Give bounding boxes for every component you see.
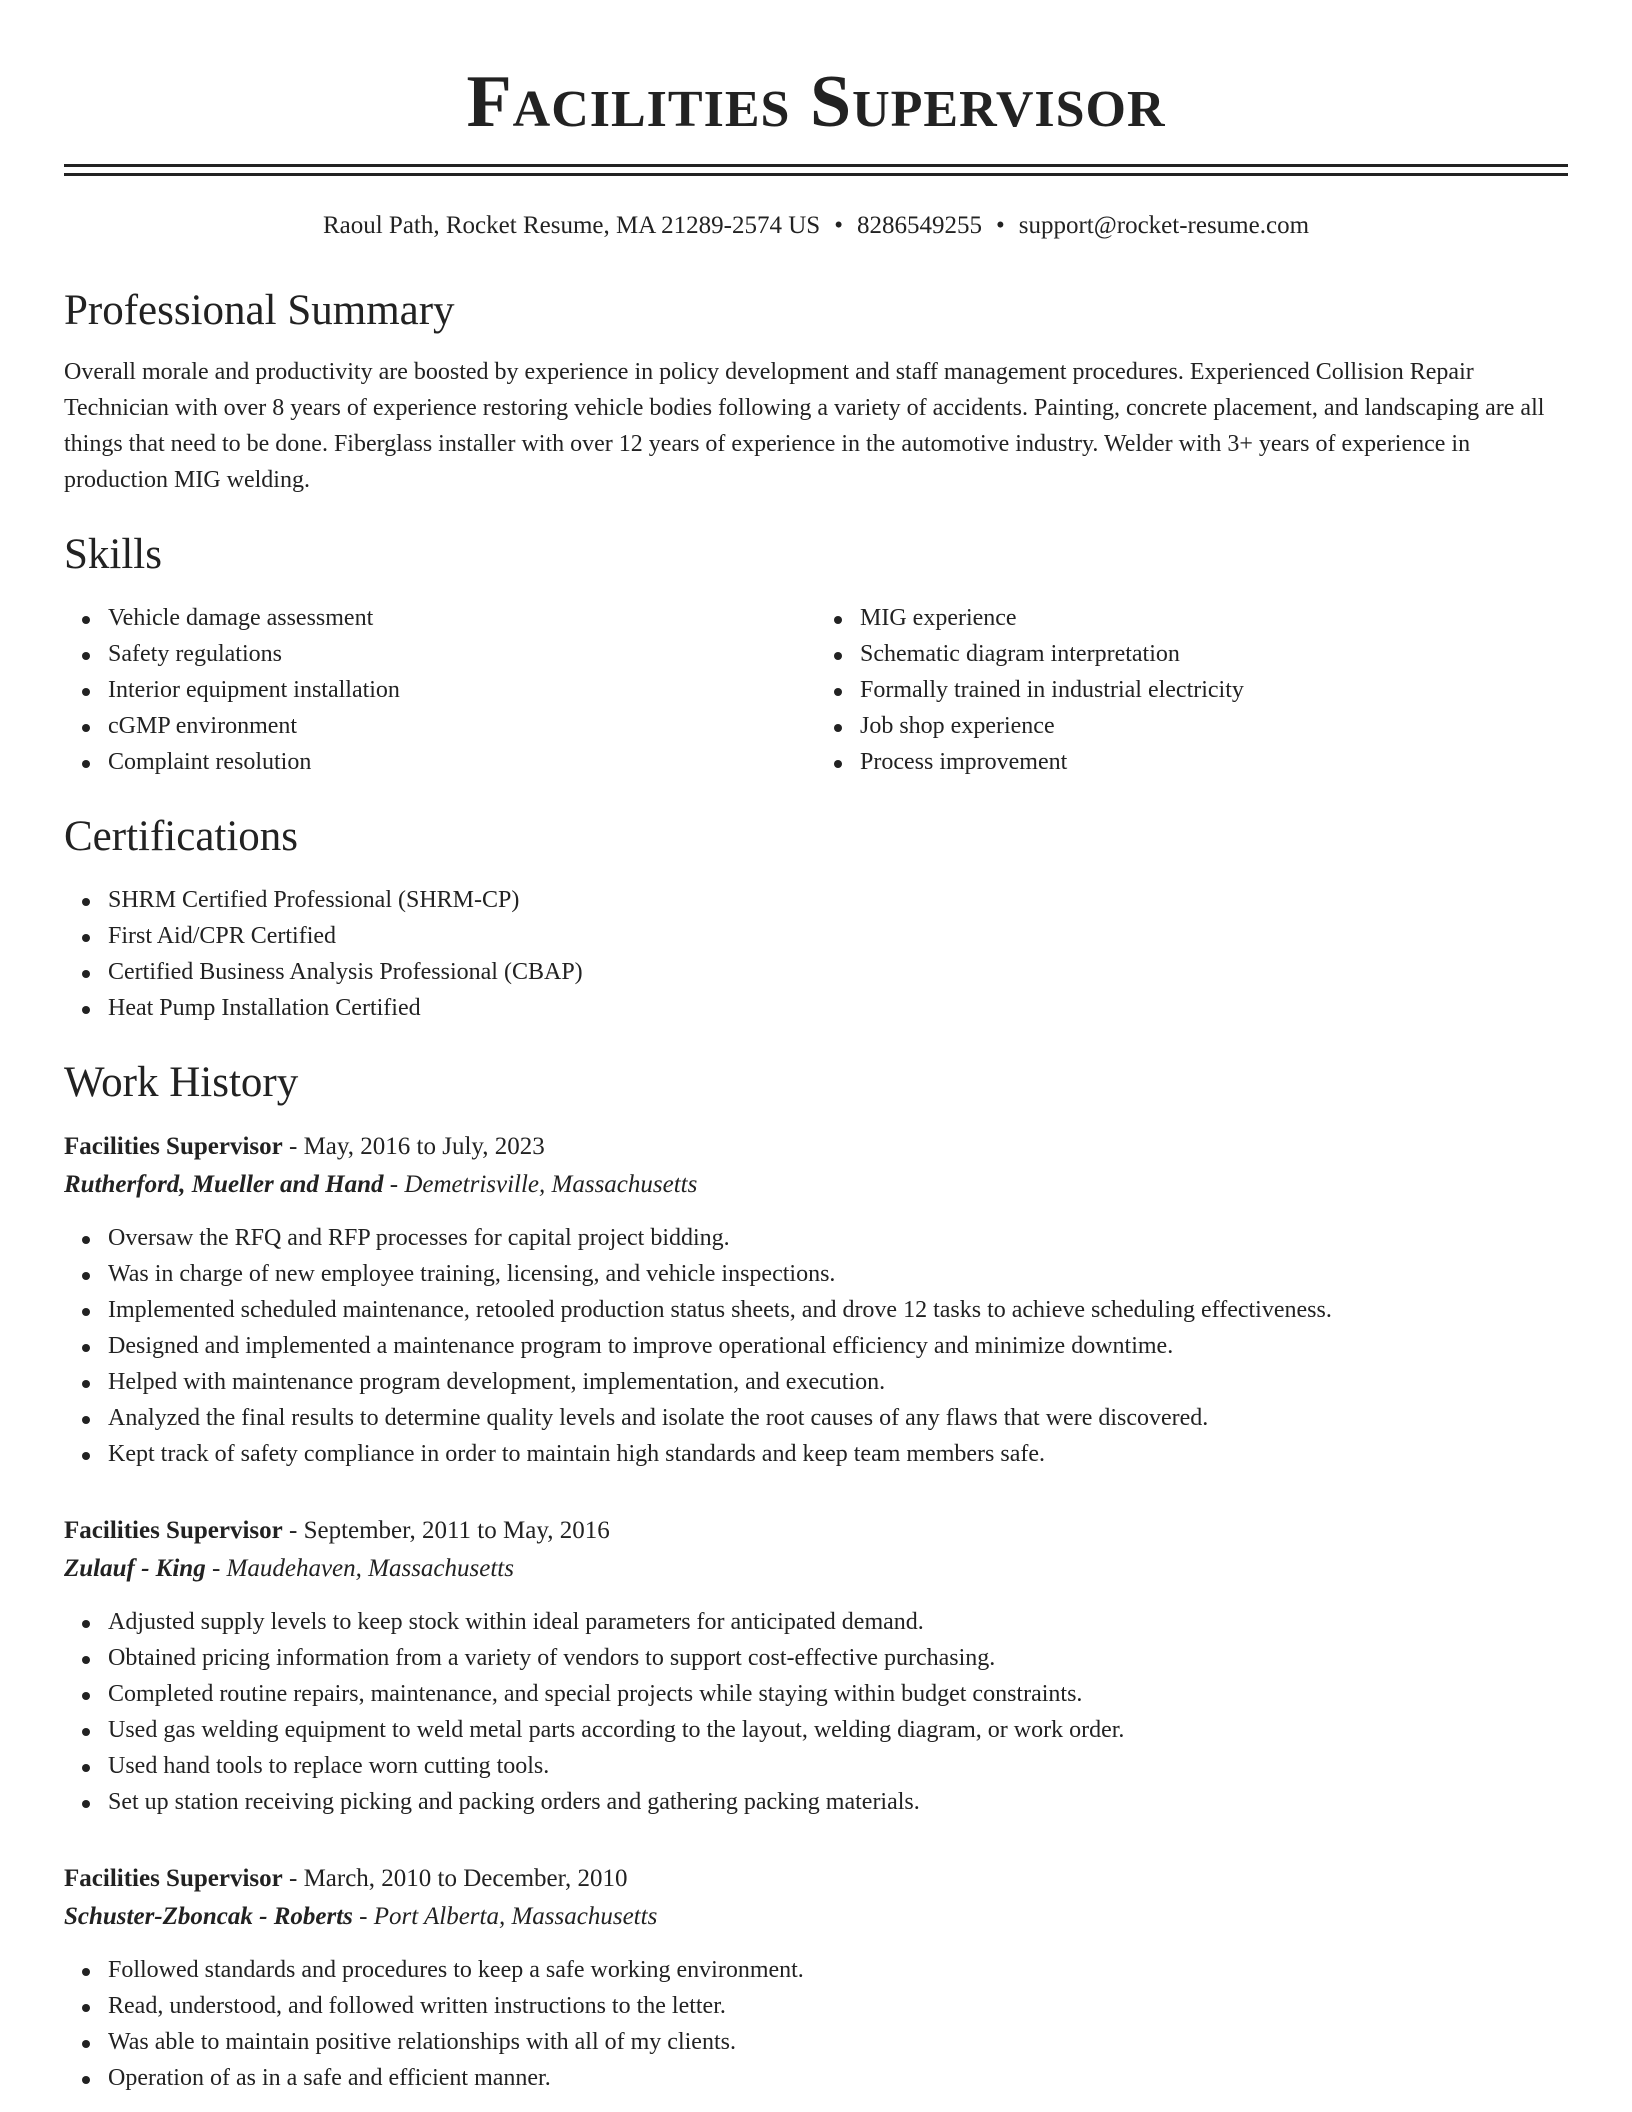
certifications-list: [64, 882, 1568, 1026]
skill-item: Process improvement: [860, 744, 1568, 780]
job-title-line: Facilities Supervisor - May, 2016 to July, 2023: [64, 1133, 545, 1160]
skill-item: Complaint resolution: [108, 744, 816, 780]
summary-text: Overall morale and productivity are boosted by experience in policy development and staff management procedures. Experienced Collision Repair Technician with over 8 years of experience restoring vehicle bodies following a variety of accidents. Painting, concrete placement, and landscaping are all things that need to be done. Fiberglass installer with over 12 years of experience in the automotive industry. Welder with 3+ years of experience in production MIG welding.: [64, 359, 1545, 493]
job-dates: September, 2011 to May, 2016: [303, 1517, 610, 1544]
contact-separator: •: [834, 212, 843, 239]
job-dates: March, 2010 to December, 2010: [303, 1865, 628, 1892]
certification-item: First Aid/CPR Certified: [108, 918, 1568, 954]
skill-item: Safety regulations: [108, 636, 816, 672]
job-company: Schuster-Zboncak - Roberts: [64, 1903, 353, 1930]
job-bullet: Helped with maintenance program development, implementation, and execution.: [108, 1364, 1568, 1400]
certification-item: SHRM Certified Professional (SHRM-CP): [108, 882, 1568, 918]
certification-item: Heat Pump Installation Certified: [108, 990, 1568, 1026]
job-bullet: Analyzed the final results to determine quality levels and isolate the root causes of any flaws that were discovered.: [108, 1400, 1568, 1436]
job-company-line: Rutherford, Mueller and Hand - Demetrisville, Massachusetts: [64, 1171, 698, 1198]
skill-item: Interior equipment installation: [108, 672, 816, 708]
job-bullet: Completed routine repairs, maintenance, and special projects while staying within budget constraints.: [108, 1676, 1568, 1712]
job-dates: May, 2016 to July, 2023: [303, 1133, 545, 1160]
job-role: Facilities Supervisor: [64, 1865, 283, 1892]
job-bullet: Read, understood, and followed written instructions to the letter.: [108, 1988, 1568, 2024]
job-bullet: Designed and implemented a maintenance program to improve operational efficiency and minimize downtime.: [108, 1328, 1568, 1364]
job-entry: [64, 1860, 1568, 2096]
job-location: Demetrisville, Massachusetts: [404, 1171, 698, 1198]
job-bullet: Used hand tools to replace worn cutting tools.: [108, 1748, 1568, 1784]
job-bullet: Was able to maintain positive relationships with all of my clients.: [108, 2024, 1568, 2060]
work-history-title: Work History: [64, 1059, 299, 1106]
job-bullets: [64, 1604, 1568, 1820]
job-bullet: Adjusted supply levels to keep stock within ideal parameters for anticipated demand.: [108, 1604, 1568, 1640]
skills-column-right: [816, 600, 1568, 780]
header-divider: [64, 164, 1568, 176]
skills-column-left: [64, 600, 816, 780]
job-title-line: Facilities Supervisor - September, 2011 to May, 2016: [64, 1517, 610, 1544]
job-location: Maudehaven, Massachusetts: [226, 1555, 514, 1582]
job-company: Zulauf - King: [64, 1555, 206, 1582]
job-title-line: Facilities Supervisor - March, 2010 to December, 2010: [64, 1865, 628, 1892]
job-bullet: Obtained pricing information from a variety of vendors to support cost-effective purchasing.: [108, 1640, 1568, 1676]
contact-email: support@rocket-resume.com: [1018, 212, 1310, 239]
skills-list: [64, 600, 1568, 780]
job-company-line: Schuster-Zboncak - Roberts - Port Alberta, Massachusetts: [64, 1903, 658, 1930]
skill-item: MIG experience: [860, 600, 1568, 636]
skill-item: cGMP environment: [108, 708, 816, 744]
job-bullet: Set up station receiving picking and packing orders and gathering packing materials.: [108, 1784, 1568, 1820]
job-location: Port Alberta, Massachusetts: [373, 1903, 658, 1930]
job-entry: [64, 1128, 1568, 1472]
contact-line: [64, 210, 1568, 242]
job-bullets: [64, 1220, 1568, 1472]
job-entry: [64, 1512, 1568, 1820]
resume-name: Facilities Supervisor: [466, 61, 1166, 143]
job-bullet: Used gas welding equipment to weld metal parts according to the layout, welding diagram, or work order.: [108, 1712, 1568, 1748]
certification-item: Certified Business Analysis Professional (CBAP): [108, 954, 1568, 990]
job-bullet: Oversaw the RFQ and RFP processes for capital project bidding.: [108, 1220, 1568, 1256]
job-bullet: Was in charge of new employee training, licensing, and vehicle inspections.: [108, 1256, 1568, 1292]
certifications-title: Certifications: [64, 813, 299, 860]
contact-address: Raoul Path, Rocket Resume, MA 21289-2574 US: [322, 212, 821, 239]
skill-item: Formally trained in industrial electricity: [860, 672, 1568, 708]
job-role: Facilities Supervisor: [64, 1517, 283, 1544]
job-bullet: Implemented scheduled maintenance, retooled production status sheets, and drove 12 tasks to achieve scheduling effectiveness.: [108, 1292, 1568, 1328]
job-company: Rutherford, Mueller and Hand: [64, 1171, 384, 1198]
skill-item: Job shop experience: [860, 708, 1568, 744]
job-bullet: Followed standards and procedures to keep a safe working environment.: [108, 1952, 1568, 1988]
job-role: Facilities Supervisor: [64, 1133, 283, 1160]
job-bullets: [64, 1952, 1568, 2096]
contact-separator: •: [995, 212, 1005, 239]
job-company-line: Zulauf - King - Maudehaven, Massachusetts: [64, 1555, 514, 1582]
skills-title: Skills: [64, 531, 162, 578]
job-bullet: Operation of as in a safe and efficient manner.: [108, 2060, 1568, 2096]
contact-phone: 8286549255: [856, 212, 982, 239]
skill-item: Vehicle damage assessment: [108, 600, 816, 636]
skill-item: Schematic diagram interpretation: [860, 636, 1568, 672]
job-bullet: Kept track of safety compliance in order to maintain high standards and keep team members safe.: [108, 1436, 1568, 1472]
summary-title: Professional Summary: [64, 287, 455, 334]
